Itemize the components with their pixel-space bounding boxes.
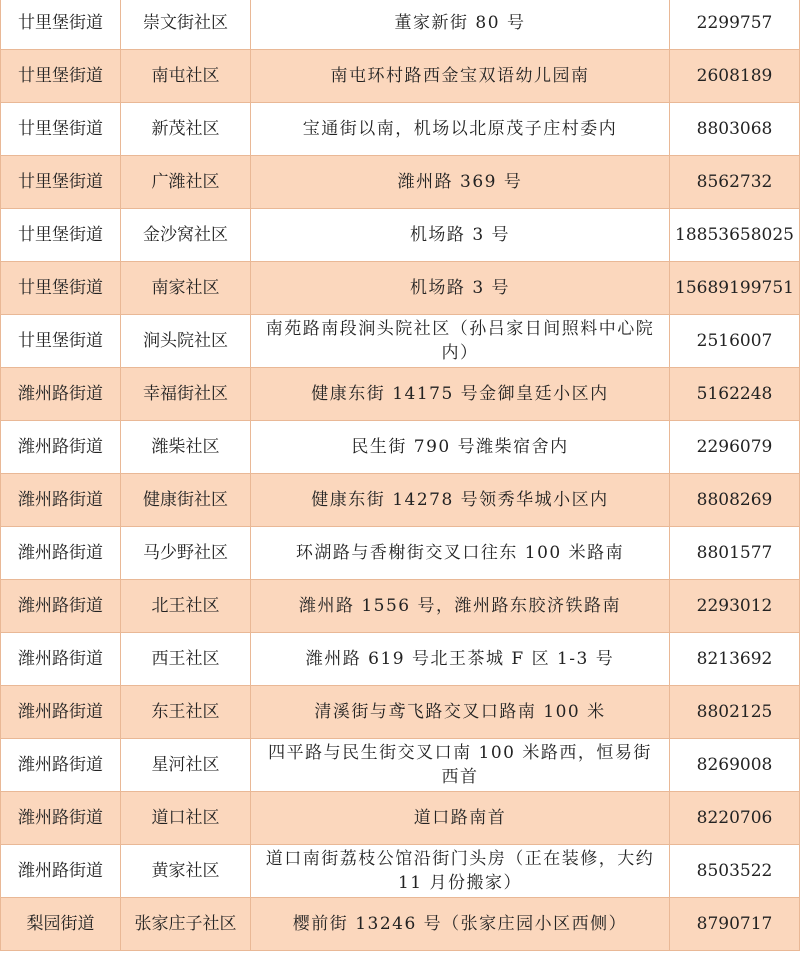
table-row bbox=[1, 156, 800, 209]
phone-cell: 8562732 bbox=[670, 156, 800, 209]
phone-cell: 8220706 bbox=[670, 792, 800, 845]
phone-cell: 8503522 bbox=[670, 845, 800, 898]
address-cell: 南屯环村路西金宝双语幼儿园南 bbox=[251, 50, 670, 103]
table-row bbox=[1, 792, 800, 845]
street-cell: 梨园街道 bbox=[1, 898, 121, 951]
street-cell: 潍州路街道 bbox=[1, 633, 121, 686]
address-cell: 机场路 3 号 bbox=[251, 209, 670, 262]
phone-cell: 8802125 bbox=[670, 686, 800, 739]
community-cell: 崇文街社区 bbox=[121, 0, 251, 50]
community-cell: 南家社区 bbox=[121, 262, 251, 315]
address-cell: 清溪街与鸢飞路交叉口路南 100 米 bbox=[251, 686, 670, 739]
phone-cell: 2299757 bbox=[670, 0, 800, 50]
table-row bbox=[1, 580, 800, 633]
street-cell: 潍州路街道 bbox=[1, 474, 121, 527]
address-cell: 樱前街 13246 号（张家庄园小区西侧） bbox=[251, 898, 670, 951]
community-cell: 金沙窝社区 bbox=[121, 209, 251, 262]
phone-cell: 8213692 bbox=[670, 633, 800, 686]
phone-cell: 8790717 bbox=[670, 898, 800, 951]
community-cell: 健康街社区 bbox=[121, 474, 251, 527]
address-cell: 环湖路与香榭街交叉口往东 100 米路南 bbox=[251, 527, 670, 580]
street-cell: 廿里堡街道 bbox=[1, 0, 121, 50]
community-cell: 新茂社区 bbox=[121, 103, 251, 156]
phone-cell: 5162248 bbox=[670, 368, 800, 421]
community-cell: 道口社区 bbox=[121, 792, 251, 845]
street-cell: 潍州路街道 bbox=[1, 580, 121, 633]
street-cell: 廿里堡街道 bbox=[1, 50, 121, 103]
address-cell: 四平路与民生街交叉口南 100 米路西，恒易街西首 bbox=[251, 739, 670, 792]
table-row bbox=[1, 686, 800, 739]
phone-cell: 2296079 bbox=[670, 421, 800, 474]
phone-cell: 18853658025 bbox=[670, 209, 800, 262]
table-row bbox=[1, 315, 800, 368]
address-cell: 董家新街 80 号 bbox=[251, 0, 670, 50]
table-row bbox=[1, 50, 800, 103]
street-cell: 潍州路街道 bbox=[1, 421, 121, 474]
table-row bbox=[1, 527, 800, 580]
community-cell: 东王社区 bbox=[121, 686, 251, 739]
street-cell: 廿里堡街道 bbox=[1, 209, 121, 262]
phone-cell: 2293012 bbox=[670, 580, 800, 633]
table-row bbox=[1, 262, 800, 315]
phone-cell: 8808269 bbox=[670, 474, 800, 527]
community-cell: 黄家社区 bbox=[121, 845, 251, 898]
street-cell: 潍州路街道 bbox=[1, 368, 121, 421]
community-cell: 潍柴社区 bbox=[121, 421, 251, 474]
street-cell: 潍州路街道 bbox=[1, 845, 121, 898]
community-cell: 西王社区 bbox=[121, 633, 251, 686]
community-cell: 南屯社区 bbox=[121, 50, 251, 103]
address-cell: 健康东街 14175 号金御皇廷小区内 bbox=[251, 368, 670, 421]
table-row bbox=[1, 898, 800, 951]
table-row bbox=[1, 845, 800, 898]
address-cell: 潍州路 369 号 bbox=[251, 156, 670, 209]
phone-cell: 8801577 bbox=[670, 527, 800, 580]
address-cell: 道口南街荔枝公馆沿街门头房（正在装修，大约11 月份搬家） bbox=[251, 845, 670, 898]
community-cell: 星河社区 bbox=[121, 739, 251, 792]
street-cell: 潍州路街道 bbox=[1, 527, 121, 580]
table-row bbox=[1, 739, 800, 792]
street-cell: 廿里堡街道 bbox=[1, 262, 121, 315]
community-cell: 涧头院社区 bbox=[121, 315, 251, 368]
table-row bbox=[1, 474, 800, 527]
community-cell: 广潍社区 bbox=[121, 156, 251, 209]
address-cell: 南苑路南段涧头院社区（孙吕家日间照料中心院内） bbox=[251, 315, 670, 368]
address-cell: 潍州路 1556 号，潍州路东胶济铁路南 bbox=[251, 580, 670, 633]
address-cell: 健康东街 14278 号领秀华城小区内 bbox=[251, 474, 670, 527]
phone-cell: 2608189 bbox=[670, 50, 800, 103]
address-cell: 潍州路 619 号北王茶城 F 区 1-3 号 bbox=[251, 633, 670, 686]
table-body bbox=[1, 0, 800, 951]
phone-cell: 15689199751 bbox=[670, 262, 800, 315]
table-row bbox=[1, 209, 800, 262]
street-cell: 廿里堡街道 bbox=[1, 315, 121, 368]
community-cell: 马少野社区 bbox=[121, 527, 251, 580]
street-cell: 廿里堡街道 bbox=[1, 156, 121, 209]
street-cell: 潍州路街道 bbox=[1, 686, 121, 739]
address-cell: 道口路南首 bbox=[251, 792, 670, 845]
community-cell: 张家庄子社区 bbox=[121, 898, 251, 951]
table-row bbox=[1, 368, 800, 421]
phone-cell: 8269008 bbox=[670, 739, 800, 792]
table-row bbox=[1, 633, 800, 686]
table-row bbox=[1, 0, 800, 50]
street-cell: 潍州路街道 bbox=[1, 739, 121, 792]
table-row bbox=[1, 103, 800, 156]
community-cell: 北王社区 bbox=[121, 580, 251, 633]
street-cell: 廿里堡街道 bbox=[1, 103, 121, 156]
phone-cell: 8803068 bbox=[670, 103, 800, 156]
table-row bbox=[1, 421, 800, 474]
street-cell: 潍州路街道 bbox=[1, 792, 121, 845]
phone-cell: 2516007 bbox=[670, 315, 800, 368]
address-cell: 民生街 790 号潍柴宿舍内 bbox=[251, 421, 670, 474]
address-cell: 机场路 3 号 bbox=[251, 262, 670, 315]
community-cell: 幸福街社区 bbox=[121, 368, 251, 421]
address-cell: 宝通街以南，机场以北原茂子庄村委内 bbox=[251, 103, 670, 156]
